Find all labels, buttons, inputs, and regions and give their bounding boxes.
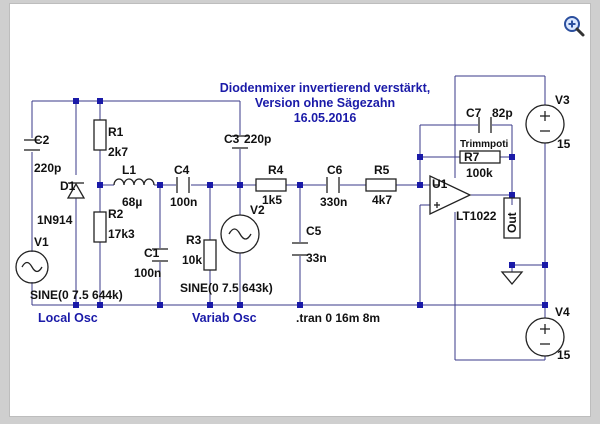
v2-spec: SINE(0 7.5 643k) (180, 281, 273, 295)
v4-value: 15 (557, 348, 571, 362)
capacitor-c2[interactable] (24, 133, 61, 175)
r1-value: 2k7 (108, 145, 129, 159)
title-line-3: 16.05.2016 (293, 111, 357, 125)
c7-value: 82p (492, 106, 513, 120)
out-label: Out (505, 212, 519, 233)
capacitor-c3[interactable] (224, 132, 271, 148)
ground-symbol (502, 272, 522, 284)
capacitor-c1[interactable] (134, 246, 168, 280)
capacitor-c6[interactable] (320, 163, 347, 209)
d1-value: 1N914 (37, 213, 73, 227)
l1-name: L1 (122, 163, 137, 177)
resistor-r4[interactable] (256, 163, 286, 207)
c5-name: C5 (306, 224, 322, 238)
title-line-2: Version ohne Sägezahn (254, 96, 396, 110)
u1-value: LT1022 (456, 209, 497, 223)
c2-value: 220p (34, 161, 62, 175)
title-line-1: Diodenmixer invertierend verstärkt, (219, 81, 431, 95)
c1-name: C1 (144, 246, 160, 260)
resistor-r7[interactable] (460, 139, 509, 180)
u1-name: U1 (432, 177, 448, 191)
r7-name: R7 (464, 150, 480, 164)
r7-note: Trimmpoti (460, 139, 509, 150)
magnifier-zoom-in-icon[interactable] (562, 14, 586, 38)
voltage-source-v3[interactable] (526, 93, 571, 151)
c2-name: C2 (34, 133, 50, 147)
r3-name: R3 (186, 233, 202, 247)
r7-value: 100k (466, 166, 493, 180)
c4-value: 100n (170, 195, 198, 209)
r5-name: R5 (374, 163, 390, 177)
capacitor-c7[interactable] (466, 106, 513, 133)
opamp-u1[interactable] (430, 176, 497, 223)
r4-name: R4 (268, 163, 284, 177)
d1-name: D1 (60, 179, 76, 193)
c7-name: C7 (466, 106, 482, 120)
resistor-r2[interactable] (94, 207, 135, 242)
resistor-r5[interactable] (366, 163, 396, 207)
v2-name: V2 (250, 203, 265, 217)
local-osc-label: Local Osc (38, 311, 98, 325)
v4-name: V4 (555, 305, 570, 319)
l1-value: 68µ (122, 195, 143, 209)
v3-value: 15 (557, 137, 571, 151)
r3-value: 10k (182, 253, 203, 267)
r4-value: 1k5 (262, 193, 283, 207)
capacitor-c4[interactable] (170, 163, 197, 209)
voltage-source-v1[interactable] (16, 235, 49, 283)
resistor-r3[interactable] (182, 233, 216, 270)
c5-value: 33n (306, 251, 327, 265)
variab-osc-label: Variab Osc (192, 311, 257, 325)
r2-name: R2 (108, 207, 124, 221)
capacitor-c5[interactable] (292, 224, 327, 265)
voltage-source-v2[interactable] (221, 203, 265, 253)
c6-value: 330n (320, 195, 348, 209)
c6-name: C6 (327, 163, 343, 177)
r1-name: R1 (108, 125, 124, 139)
r5-value: 4k7 (372, 193, 393, 207)
c3-name: C3 (224, 132, 240, 146)
resistor-r1[interactable] (94, 120, 128, 159)
v1-name: V1 (34, 235, 49, 249)
c1-value: 100n (134, 266, 162, 280)
v3-name: V3 (555, 93, 570, 107)
v1-spec: SINE(0 7.5 644k) (30, 288, 123, 302)
tran-directive[interactable]: .tran 0 16m 8m (296, 311, 381, 325)
c3-value: 220p (244, 132, 272, 146)
diode-d1[interactable] (37, 179, 84, 227)
r2-value: 17k3 (108, 227, 135, 241)
c4-name: C4 (174, 163, 190, 177)
voltage-source-v4[interactable] (526, 305, 571, 362)
inductor-l1[interactable] (114, 163, 154, 209)
